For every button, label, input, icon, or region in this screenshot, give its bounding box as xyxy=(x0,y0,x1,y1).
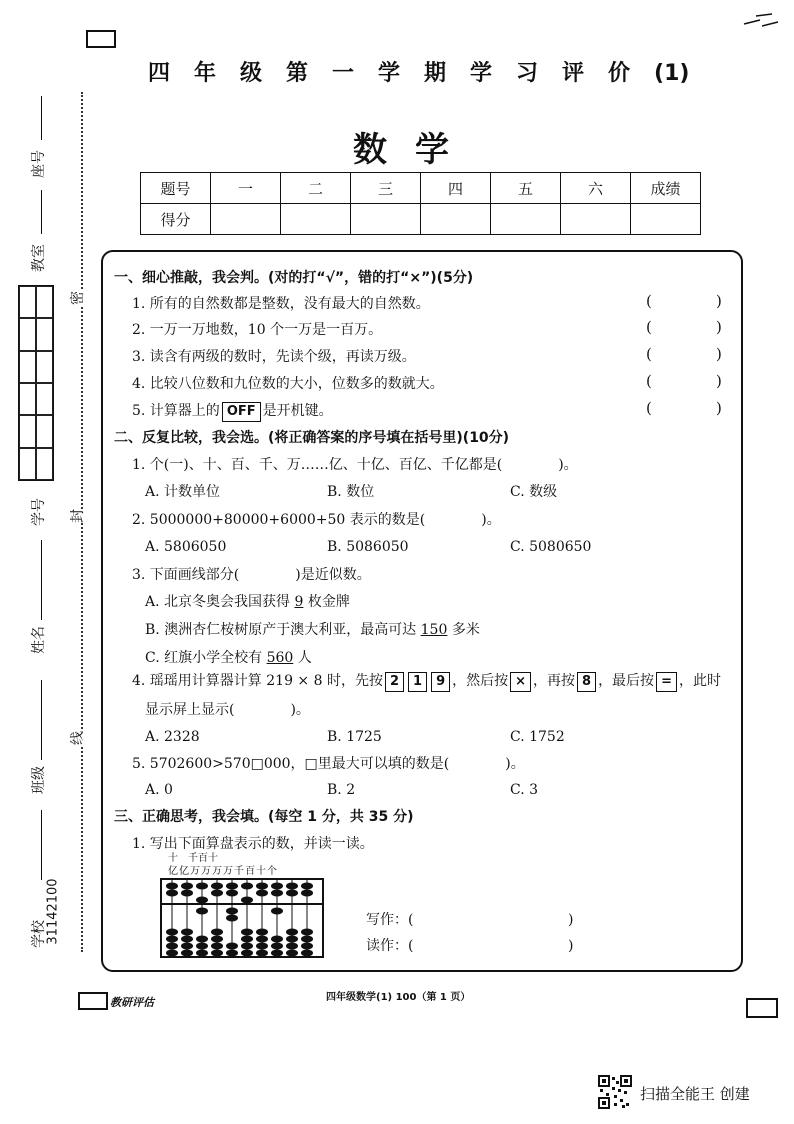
section2-title: 二、反复比较，我会选。(将正确答案的序号填在括号里)(10分) xyxy=(114,430,510,446)
s1-answer-3-close: ) xyxy=(716,345,722,363)
seal-char-xian: 线 xyxy=(67,731,87,745)
school-line xyxy=(41,810,42,880)
s1-item-5-post: 是开机键。 xyxy=(262,403,333,419)
key-multiply-icon: × xyxy=(510,672,531,692)
s2-q4-option-a[interactable]: A. 2328 xyxy=(145,729,200,745)
registration-mark-bottom-right xyxy=(746,998,778,1018)
seal-char-feng: 封 xyxy=(67,509,87,523)
s1-answer-5-open: ( xyxy=(646,399,652,417)
seat-label: 座号 xyxy=(31,150,47,178)
corner-scribble-icon xyxy=(742,12,780,30)
s2-q3: 3. 下面画线部分( )是近似数。 xyxy=(132,567,371,583)
abacus-unit-labels: 亿亿万万万万千百十个 xyxy=(168,866,278,877)
s2-q2-option-a[interactable]: A. 5806050 xyxy=(145,539,227,555)
q3c-post: 人 xyxy=(297,650,312,666)
s2-q1-option-c[interactable]: C. 数级 xyxy=(510,484,558,500)
qr-code-icon xyxy=(598,1075,632,1109)
s1-item-5 xyxy=(132,401,333,422)
score-cell[interactable] xyxy=(561,204,631,235)
score-header-cell: 题号 xyxy=(141,173,211,204)
s3-q1: 1. 写出下面算盘表示的数，并读一读。 xyxy=(132,836,374,852)
s1-item-4: 4. 比较八位数和九位数的大小，位数多的数就大。 xyxy=(132,376,444,392)
s1-answer-2-close: ) xyxy=(716,318,722,336)
s1-answer-1-open: ( xyxy=(646,292,652,310)
off-key-icon: OFF xyxy=(222,402,261,422)
s1-answer-5-close: ) xyxy=(716,399,722,417)
score-header-cell: 五 xyxy=(491,173,561,204)
score-cell[interactable] xyxy=(421,204,491,235)
s2-q4 xyxy=(132,671,721,692)
q4-mid1: ，然后按 xyxy=(452,673,509,689)
student-id-grid[interactable] xyxy=(18,285,54,481)
s2-q3-option-a[interactable] xyxy=(145,592,350,612)
score-cell[interactable] xyxy=(491,204,561,235)
read-answer-label: 读作：( xyxy=(366,938,414,954)
s1-answer-2-open: ( xyxy=(646,318,652,336)
q3b-underlined: 150 xyxy=(420,622,448,638)
score-header-cell: 三 xyxy=(351,173,421,204)
s1-item-1: 1. 所有的自然数都是整数，没有最大的自然数。 xyxy=(132,296,430,312)
page-title: 数学 xyxy=(353,130,477,170)
name-line xyxy=(41,540,42,620)
section3-title: 三、正确思考，我会填。(每空 1 分，共 35 分) xyxy=(114,809,414,825)
subtitle-text: 四年级第一学期学习评价 xyxy=(148,61,655,86)
q3a-underlined: 9 xyxy=(294,594,304,610)
paper-code: 3114210​0 xyxy=(45,878,61,945)
read-answer-close: ) xyxy=(568,938,574,954)
page-footer: 四年级数学(1) 100（第 1 页） xyxy=(326,992,471,1003)
score-row-label: 得分 xyxy=(141,204,211,235)
score-cell[interactable] xyxy=(211,204,281,235)
score-header-cell: 六 xyxy=(561,173,631,204)
class-line xyxy=(41,680,42,760)
section1-title: 一、细心推敲，我会判。(对的打“√”，错的打“×”)(5分) xyxy=(114,270,474,286)
s2-q4-line2: 显示屏上显示( )。 xyxy=(145,702,310,718)
s2-q3-option-b[interactable] xyxy=(145,620,480,640)
q4-post: ，此时 xyxy=(678,673,721,689)
s2-q2: 2. 5000000+80000+6000+50 表示的数是( )。 xyxy=(132,512,501,528)
key-2-icon: 2 xyxy=(385,672,404,692)
score-header-cell: 二 xyxy=(281,173,351,204)
scanner-watermark: 扫描全能王 创建 xyxy=(640,1085,750,1103)
s2-q2-option-b[interactable]: B. 5086050 xyxy=(327,539,409,555)
q4-mid2: ，再按 xyxy=(533,673,576,689)
classroom-label: 教室 xyxy=(31,244,47,272)
s2-q4-option-c[interactable]: C. 1752 xyxy=(510,729,565,745)
score-table xyxy=(140,172,701,235)
score-table-header-row xyxy=(141,173,701,204)
q3c-pre: C. 红旗小学全校有 xyxy=(145,650,263,666)
score-header-cell: 一 xyxy=(211,173,281,204)
subtitle-number: (1) xyxy=(654,61,690,86)
score-header-cell: 成绩 xyxy=(631,173,701,204)
q3b-post: 多米 xyxy=(451,622,480,638)
registration-mark-bottom-left xyxy=(78,992,108,1010)
score-header-cell: 四 xyxy=(421,173,491,204)
q3a-post: 枚金牌 xyxy=(307,594,350,610)
key-9-icon: 9 xyxy=(431,672,450,692)
class-label: 班级 xyxy=(31,766,47,794)
seat-line xyxy=(41,96,42,140)
s1-answer-1-close: ) xyxy=(716,292,722,310)
name-label: 姓名 xyxy=(31,626,47,654)
s2-q1-option-a[interactable]: A. 计数单位 xyxy=(145,484,221,500)
score-cell[interactable] xyxy=(351,204,421,235)
score-table-score-row xyxy=(141,204,701,235)
abacus-icon xyxy=(160,878,324,958)
s1-answer-4-close: ) xyxy=(716,372,722,390)
s2-q3-option-c[interactable] xyxy=(145,648,312,668)
key-1-icon: 1 xyxy=(408,672,427,692)
key-8-icon: 8 xyxy=(577,672,596,692)
school-label: 学校 xyxy=(31,920,47,948)
key-equals-icon: = xyxy=(656,672,677,692)
q4-pre: 4. 瑶瑶用计算器计算 219 × 8 时，先按 xyxy=(132,673,383,689)
write-answer-label: 写作：( xyxy=(366,912,414,928)
s2-q5-option-c[interactable]: C. 3 xyxy=(510,782,539,798)
exam-subtitle xyxy=(148,56,708,87)
seal-char-mi: 密 xyxy=(67,291,87,305)
q3c-underlined: 560 xyxy=(266,650,294,666)
s1-item-2: 2. 一万一万地数，10 个一万是一百万。 xyxy=(132,322,383,338)
s2-q2-option-c[interactable]: C. 5080650 xyxy=(510,539,592,555)
abacus-top-labels: 十 千百十 xyxy=(168,853,218,864)
s2-q4-option-b[interactable]: B. 1725 xyxy=(327,729,382,745)
q3a-pre: A. 北京冬奥会我国获得 xyxy=(145,594,291,610)
s2-q1-option-b[interactable]: B. 数位 xyxy=(327,484,375,500)
registration-mark-top-left xyxy=(86,30,116,48)
s2-q5-option-a[interactable]: A. 0 xyxy=(145,782,173,798)
s1-answer-3-open: ( xyxy=(646,345,652,363)
write-answer-close: ) xyxy=(568,912,574,928)
s1-item-5-pre: 5. 计算器上的 xyxy=(132,403,220,419)
s1-answer-4-open: ( xyxy=(646,372,652,390)
s1-item-3: 3. 读含有两级的数时，先读个级，再读万级。 xyxy=(132,349,416,365)
score-cell[interactable] xyxy=(281,204,351,235)
s2-q1: 1. 个(一)、十、百、千、万……亿、十亿、百亿、千亿都是( )。 xyxy=(132,457,578,473)
s2-q5: 5. 5702600>570□000，□里最大可以填的数是( )。 xyxy=(132,756,525,772)
s2-q5-option-b[interactable]: B. 2 xyxy=(327,782,356,798)
brand-label: 教研评估 xyxy=(110,996,154,1009)
q3b-pre: B. 澳洲杏仁桉树原产于澳大利亚，最高可达 xyxy=(145,622,417,638)
classroom-line xyxy=(41,190,42,234)
q4-mid3: ，最后按 xyxy=(598,673,655,689)
student-id-label: 学号 xyxy=(31,498,47,526)
score-cell[interactable] xyxy=(631,204,701,235)
